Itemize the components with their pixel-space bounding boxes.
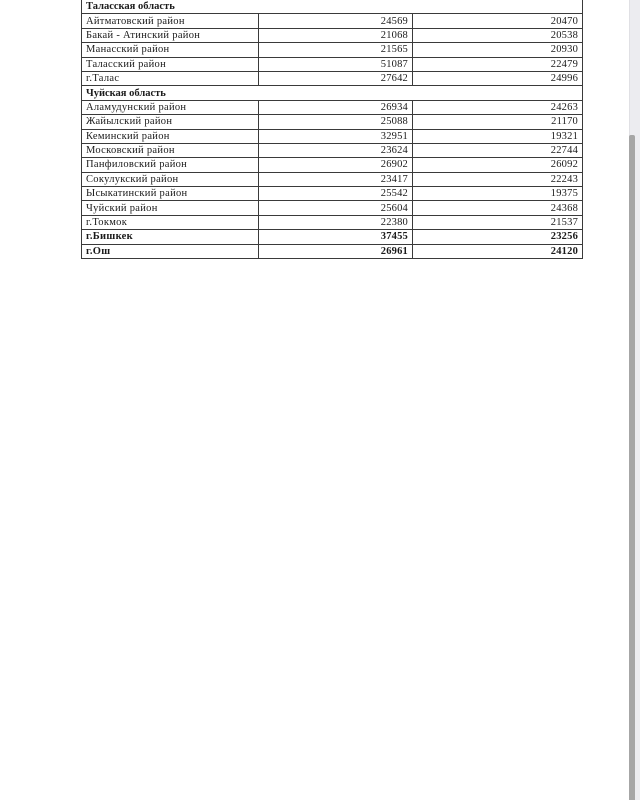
- value-2: 24368: [413, 201, 583, 215]
- value-1: 32951: [259, 129, 413, 143]
- table-row: [82, 100, 583, 114]
- value-1: 23624: [259, 143, 413, 157]
- district-name: Сокулукский район: [82, 172, 259, 186]
- value-2: 24263: [413, 100, 583, 114]
- value-2: 24120: [413, 244, 583, 258]
- district-name: Жайылский район: [82, 115, 259, 129]
- value-1: 23417: [259, 172, 413, 186]
- district-name: Кеминский район: [82, 129, 259, 143]
- value-1: 51087: [259, 57, 413, 71]
- district-name: Московский район: [82, 143, 259, 157]
- value-1: 25604: [259, 201, 413, 215]
- table-row: [82, 71, 583, 85]
- value-2: 19375: [413, 187, 583, 201]
- value-1: 26961: [259, 244, 413, 258]
- value-1: 26934: [259, 100, 413, 114]
- value-2: 23256: [413, 230, 583, 244]
- value-2: 20470: [413, 14, 583, 28]
- table-row: [82, 158, 583, 172]
- salary-table: [81, 0, 583, 259]
- district-name: Бакай - Атинский район: [82, 28, 259, 42]
- value-1: 37455: [259, 230, 413, 244]
- group-header-chui: [82, 86, 583, 100]
- district-name: Аламудунский район: [82, 100, 259, 114]
- district-name: Панфиловский район: [82, 158, 259, 172]
- table-row: [82, 143, 583, 157]
- vertical-scrollbar-track[interactable]: [629, 0, 640, 800]
- table-row: [82, 28, 583, 42]
- value-1: 21068: [259, 28, 413, 42]
- value-1: 24569: [259, 14, 413, 28]
- value-2: 20538: [413, 28, 583, 42]
- value-2: 22243: [413, 172, 583, 186]
- district-name: Айтматовский район: [82, 14, 259, 28]
- table-row: [82, 187, 583, 201]
- value-1: 27642: [259, 71, 413, 85]
- table-row: [82, 14, 583, 28]
- vertical-scrollbar-thumb[interactable]: [629, 135, 635, 800]
- district-name: Манасский район: [82, 43, 259, 57]
- table-row: [82, 129, 583, 143]
- value-2: 26092: [413, 158, 583, 172]
- district-name: Ысыкатинский район: [82, 187, 259, 201]
- value-2: 19321: [413, 129, 583, 143]
- district-name: Таласский район: [82, 57, 259, 71]
- table-row: [82, 201, 583, 215]
- table-row: [82, 57, 583, 71]
- city-name: г.Бишкек: [82, 230, 259, 244]
- value-1: 21565: [259, 43, 413, 57]
- value-2: 22744: [413, 143, 583, 157]
- group-title: Чуйская область: [82, 86, 583, 100]
- district-name: Чуйский район: [82, 201, 259, 215]
- value-1: 25088: [259, 115, 413, 129]
- table-row-city-osh: [82, 244, 583, 258]
- table-row: [82, 43, 583, 57]
- table-row: [82, 115, 583, 129]
- value-2: 21170: [413, 115, 583, 129]
- table-row: [82, 215, 583, 229]
- value-1: 22380: [259, 215, 413, 229]
- district-name: г.Токмок: [82, 215, 259, 229]
- value-1: 26902: [259, 158, 413, 172]
- group-title: Таласская область: [82, 0, 583, 14]
- table-row: [82, 172, 583, 186]
- group-header-talas: [82, 0, 583, 14]
- value-2: 24996: [413, 71, 583, 85]
- city-name: г.Ош: [82, 244, 259, 258]
- value-2: 21537: [413, 215, 583, 229]
- district-name: г.Талас: [82, 71, 259, 85]
- value-2: 20930: [413, 43, 583, 57]
- table-row-city-bishkek: [82, 230, 583, 244]
- value-2: 22479: [413, 57, 583, 71]
- value-1: 25542: [259, 187, 413, 201]
